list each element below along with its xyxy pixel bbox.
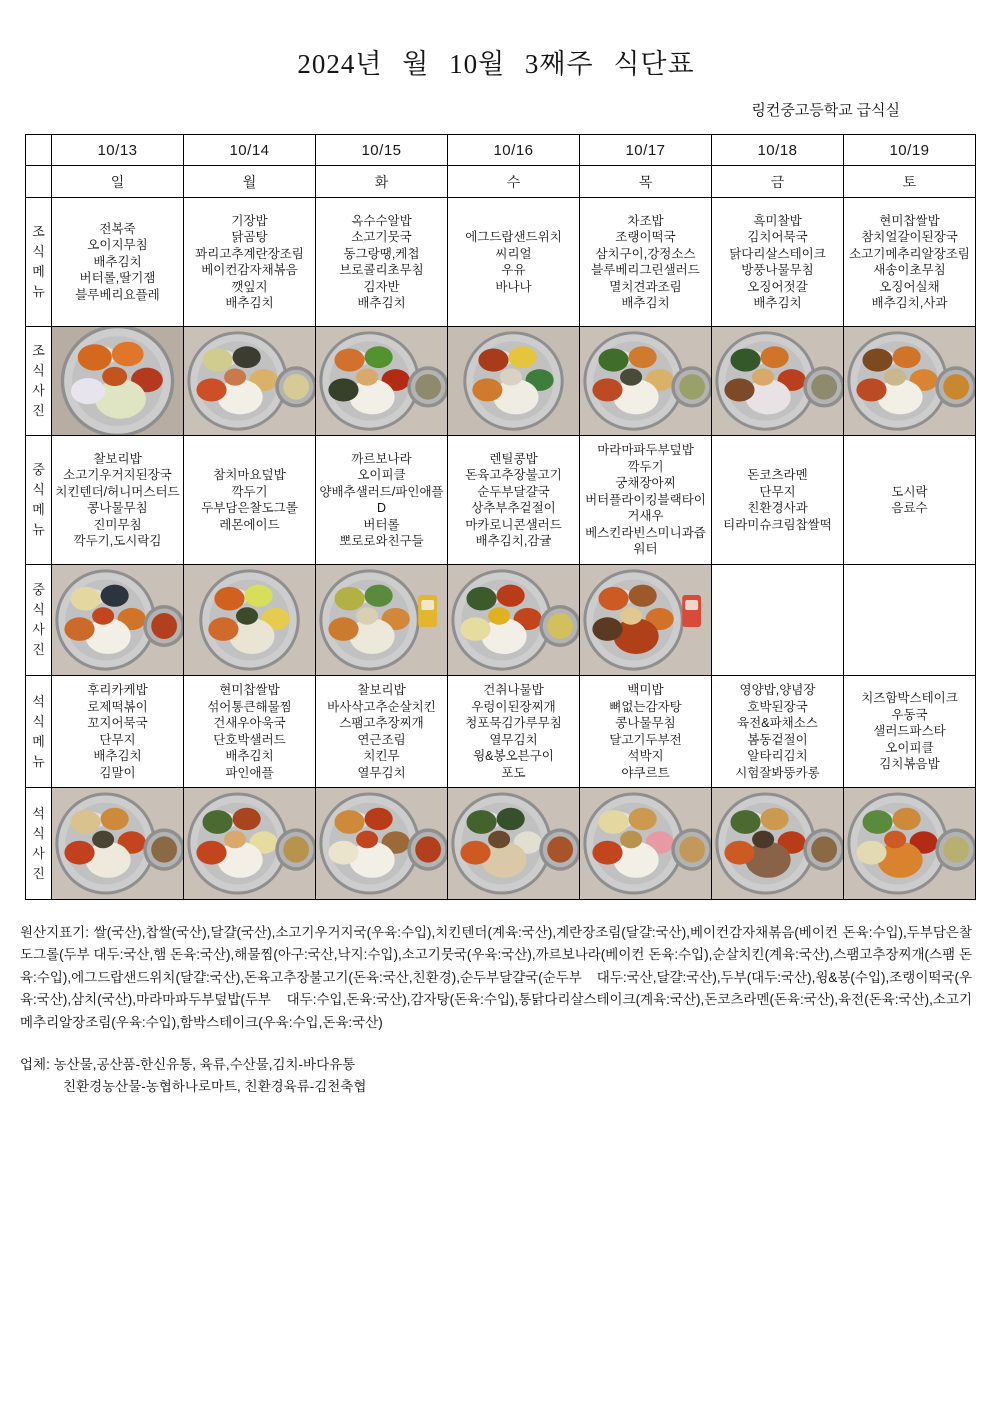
lunch-menu-cell-5 [712,436,844,565]
menu-item: 티라미슈크림찹쌀떡 [723,517,832,532]
menu-item: 씨리얼 [495,246,532,261]
breakfast-photo-cell-6 [844,327,976,436]
menu-item: 까르보나라 [351,451,412,466]
row-label-text: 조 식 사 진 [32,343,45,418]
menu-item: 오이피클 [885,740,934,755]
row-label-text: 석 식 사 진 [32,805,45,881]
menu-item: 찰보리밥 [93,451,142,466]
menu-item: 연근조림 [357,732,406,747]
menu-item: 참치얼갈이된장국 [861,230,958,244]
menu-item: 콩나물무침 [615,716,676,730]
menu-list [52,436,183,564]
menu-item: 도시락 [891,484,928,499]
menu-item: 참치마요덮밥 [213,468,286,482]
menu-list [712,198,843,326]
menu-item: 친환경사과 [747,501,808,515]
menu-item: 육전&파채소스 [737,716,818,730]
menu-list [580,198,711,326]
lunch-menu-cell-0 [52,436,184,565]
menu-item: 깍두기 [231,484,268,499]
dinner-menu-cell-1 [184,676,316,788]
menu-item: 깍두기,도시락김 [73,534,162,548]
breakfast-photo-cell-2 [316,327,448,436]
menu-item: 꼬지어묵국 [87,716,148,730]
menu-item: 찰보리밥 [357,683,406,697]
menu-item: 호박된장국 [747,699,808,714]
dinner-menu-cell-0 [52,676,184,788]
menu-item: 건취나물밥 [483,683,544,697]
vendors [20,1054,972,1099]
menu-list [712,436,843,564]
menu-item: 봄동겉절이 [747,732,808,747]
menu-item: 배추김치 [225,749,274,763]
menu-item: 닭다리살스테이크 [729,246,826,261]
dinner-menu-cell-3 [448,676,580,788]
menu-item: 바나나 [495,279,532,294]
menu-list [316,198,447,326]
menu-item: 뼈없는감자탕 [609,699,682,714]
menu-item: 배추김치 [357,296,406,310]
weekday-cell-2: 화 [316,166,448,198]
dinner-photo-cell-1 [184,788,316,900]
menu-item: 블루베리요플레 [75,287,160,302]
menu-list [844,676,975,787]
row-label-text: 중 식 사 진 [32,582,45,657]
menu-item: 순두부달걀국 [477,484,550,499]
menu-item: 열무김치 [489,732,538,747]
menu-item: 우렁이된장찌개 [471,699,556,714]
menu-item: 오이피클 [357,468,406,482]
menu-item: 렌틸콩밥 [489,451,538,466]
meal-photo [580,788,711,899]
dinner-menu-cell-5 [712,676,844,788]
vendor-line-2: 친환경농산물-농협하나로마트, 친환경육류-김천축협 [63,1079,367,1095]
menu-item: 오징어실채 [879,279,940,294]
menu-item: 포도 [501,765,526,780]
row-label-dinner-menu [26,676,52,788]
meal-photo [448,788,579,899]
lunch-photo-cell-6 [844,565,976,676]
menu-item: 뽀로로와친구들 [339,534,424,548]
menu-list [184,436,315,564]
dinner-photo-cell-4 [580,788,712,900]
row-label-text: 석 식 메 뉴 [32,693,45,769]
meal-photo [844,327,975,435]
date-cell-0: 10/13 [52,135,184,166]
menu-list [448,436,579,564]
weekday-cell-6: 토 [844,166,976,198]
breakfast-menu-cell-2 [316,198,448,327]
menu-item: 치킨텐더/허니머스터드 [55,484,180,499]
date-cell-4: 10/17 [580,135,712,166]
breakfast-photo-cell-3 [448,327,580,436]
menu-item: 베스킨라빈스미니과즙워터 [585,525,706,557]
menu-item: 후리카케밥 [87,683,148,697]
menu-list [52,676,183,787]
lunch-photo-cell-2 [316,565,448,676]
menu-item: 동그랑땡,케첩 [343,246,420,261]
lunch-menu-cell-2 [316,436,448,565]
menu-list [448,198,579,326]
menu-item: 소고기우거지된장국 [63,468,172,482]
menu-list [316,676,447,787]
menu-list [184,676,315,787]
menu-list [580,676,711,787]
breakfast-menu-cell-4 [580,198,712,327]
lunch-photo-cell-0 [52,565,184,676]
menu-item: 차조밥 [627,213,664,228]
dinner-photo-cell-0 [52,788,184,900]
menu-item: 배추김치 [621,296,670,310]
meal-photo [52,788,183,899]
dinner-photo-cell-3 [448,788,580,900]
breakfast-menu-cell-0 [52,198,184,327]
breakfast-photo-cell-1 [184,327,316,436]
lunch-menu-cell-3 [448,436,580,565]
menu-item: 김자반 [363,279,400,294]
meal-photo [316,788,447,899]
menu-item: 김치어묵국 [747,230,808,244]
menu-item: 백미밥 [627,683,664,697]
menu-item: 양배추샐러드/파인애플D [319,484,444,515]
menu-item: 현미찹쌀밥 [879,213,940,228]
corner-cell [26,166,52,198]
school-name: 링컨중고등학교 급식실 [751,103,900,119]
weekday-cell-0: 일 [52,166,184,198]
menu-item: 건새우아욱국 [213,716,286,730]
menu-item: 윙&봉오븐구이 [473,749,554,763]
date-cell-3: 10/16 [448,135,580,166]
row-label-dinner-photo [26,788,52,900]
date-cell-5: 10/18 [712,135,844,166]
menu-item: 오이지무침 [87,238,148,253]
menu-item: 상추부추겉절이 [471,501,556,515]
dinner-menu-cell-4 [580,676,712,788]
meal-photo [580,327,711,435]
meal-photo [712,788,843,899]
menu-item: 로제떡볶이 [87,699,148,714]
menu-item: 파인애플 [225,765,274,780]
weekday-cell-4: 목 [580,166,712,198]
date-cell-6: 10/19 [844,135,976,166]
lunch-menu-cell-1 [184,436,316,565]
menu-item: 청포묵김가루무침 [465,716,562,730]
meal-photo [184,565,315,675]
menu-list [448,676,579,787]
weekday-cell-1: 월 [184,166,316,198]
page-title: 2024년 월 10월 3째주 식단표 [297,49,695,79]
lunch-menu-cell-4 [580,436,712,565]
menu-item: 흑미찰밥 [753,213,802,228]
menu-item: 알타리김치 [747,749,808,763]
origin-of-ingredients: 원산지표기: 쌀(국산),찹쌀(국산),달걀(국산),소고기우거지국(우육:수입),치킨텐더(계육:국산),계란장조림(달걀:국산),베이컨감자채볶음(베이컨 돈육:수입),두부담은찰도그롤(두부 대두:국산,햄 돈육:국산),해물찜(아구:국산,낙지:수입),소고기뭇국(우육:국산),까르보나라(베이컨 돈육:수입),순살치킨(계육:국산),스팸고추장찌개(스팸 돈육:수입),에그드랍샌드위치(달걀:국산),돈육고추장불고기(돈육:국산,친환경),순두부달걀국(순두부 대두:국산,달걀:국산),두부(대두:국산),윙&봉(수입),조랭이떡국(우육:국산),삼치(국산),마라마파두부덮밥(두부 대두:수입,돈육:국산),감자탕(돈육:수입),통닭다리살스테이크(계육:국산),돈코츠라멘(돈육:국산),육전(돈육:국산),소고기메추리알장조림(우육:수입),함박스테이크(우육:수입,돈육:국산) [20,925,972,1030]
footer [20,922,972,1099]
breakfast-photo-cell-5 [712,327,844,436]
menu-list [184,198,315,326]
vendor-line-1: 업체: 농산물,공산품-한신유통, 육류,수산물,김치-바다유통 [20,1057,356,1073]
dinner-menu-cell-6 [844,676,976,788]
menu-item: 우유 [501,263,526,277]
menu-item: 달고기두부전 [609,732,682,747]
breakfast-menu-cell-3 [448,198,580,327]
row-label-breakfast-menu [26,198,52,327]
meal-photo [316,565,447,675]
meal-table-wrap [25,134,977,900]
dinner-photo-cell-6 [844,788,976,900]
menu-list [580,436,711,564]
menu-item: 배추김치 [225,296,274,310]
menu-item: 김말이 [99,765,136,780]
menu-item: 배추김치 [93,254,142,269]
menu-list [316,436,447,564]
menu-item: 배추김치,감귤 [475,534,552,548]
menu-item: 콩나물무침 [87,501,148,515]
menu-item: 깍두기 [627,459,664,474]
menu-item: 진미무침 [93,517,142,532]
menu-item: 새송이초무침 [873,263,946,277]
menu-item: 열무김치 [357,765,406,780]
menu-item: 꽈리고추계란장조림 [195,246,304,261]
date-cell-1: 10/14 [184,135,316,166]
menu-item: 단호박샐러드 [213,732,286,747]
menu-list [712,676,843,787]
menu-item: 삼치구이,강정소스 [595,246,696,261]
menu-item: 배추김치,사과 [871,296,948,310]
menu-item: 멸치견과조림 [609,279,682,294]
menu-item: 레몬에이드 [219,517,280,532]
menu-item: 에그드랍샌드위치 [465,230,562,244]
menu-list [52,198,183,326]
menu-item: 배추김치 [753,296,802,310]
date-cell-2: 10/15 [316,135,448,166]
menu-item: 버터롤,딸기잼 [79,271,156,286]
menu-item: 치킨무 [363,749,400,763]
menu-list [844,198,975,326]
menu-item: 궁채장아찌 [615,476,676,491]
menu-item: 두부담은찰도그롤 [201,501,298,515]
menu-item: 방풍나물무침 [741,263,814,277]
meal-photo [52,327,183,435]
menu-item: 베이컨감자채볶음 [201,263,298,277]
meal-photo [52,565,183,675]
meal-photo [316,327,447,435]
breakfast-menu-cell-1 [184,198,316,327]
menu-list [844,436,975,564]
lunch-photo-cell-3 [448,565,580,676]
menu-item: 돈코츠라멘 [747,468,808,482]
menu-item: 단무지 [99,732,136,747]
row-label-lunch-photo [26,565,52,676]
dinner-menu-cell-2 [316,676,448,788]
lunch-photo-cell-5 [712,565,844,676]
menu-item: 현미찹쌀밥 [219,683,280,697]
menu-item: 블루베리그린샐러드 [591,263,700,277]
row-label-text: 조 식 메 뉴 [32,224,45,299]
menu-item: 치즈함박스테이크 [861,691,958,706]
menu-item: 영양밥,양념장 [739,683,816,697]
menu-item: 소고기뭇국 [351,230,412,244]
breakfast-photo-cell-0 [52,327,184,436]
menu-item: 샐러드파스타 [873,724,946,739]
menu-item: 깻잎지 [231,279,268,294]
menu-item: 스팸고추장찌개 [339,716,424,730]
weekday-cell-3: 수 [448,166,580,198]
dinner-photo-cell-2 [316,788,448,900]
menu-item: 시험잘봐뚱카롱 [735,765,820,780]
breakfast-menu-cell-6 [844,198,976,327]
menu-item: 마라마파두부덮밥 [597,443,694,458]
menu-item: 기장밥 [231,213,268,228]
row-label-text: 중 식 메 뉴 [32,462,45,537]
weekday-cell-5: 금 [712,166,844,198]
menu-item: 야쿠르트 [621,765,670,780]
lunch-menu-cell-6 [844,436,976,565]
menu-item: 버터롤 [363,517,400,532]
meal-photo [448,327,579,435]
meal-table [25,134,976,900]
menu-item: 조랭이떡국 [615,230,676,244]
menu-item: 옥수수알밥 [351,213,412,228]
menu-item: 버터플라이킹블랙타이거새우 [585,492,706,524]
meal-photo [712,327,843,435]
meal-photo [184,327,315,435]
menu-item: 배추김치 [93,749,142,763]
menu-item: 단무지 [759,484,796,499]
meal-photo [844,788,975,899]
dinner-photo-cell-5 [712,788,844,900]
menu-item: 소고기메추리알장조림 [849,246,970,261]
row-label-breakfast-photo [26,327,52,436]
menu-item: 브로콜리초무침 [339,263,424,277]
menu-item: 오징어젓갈 [747,279,808,294]
breakfast-menu-cell-5 [712,198,844,327]
lunch-photo-cell-4 [580,565,712,676]
menu-item: 닭곰탕 [231,230,268,244]
breakfast-photo-cell-4 [580,327,712,436]
menu-item: 우동국 [891,707,928,722]
menu-item: 전복죽 [99,221,136,236]
meal-photo [184,788,315,899]
lunch-photo-cell-1 [184,565,316,676]
meal-photo [448,565,579,675]
meal-photo [580,565,711,675]
corner-cell [26,135,52,166]
menu-item: 돈육고추장불고기 [465,468,562,482]
menu-item: 김치볶음밥 [879,757,940,772]
menu-item: 석박지 [627,749,664,763]
menu-item: 음료수 [891,501,928,515]
menu-item: 섞어통큰해물찜 [207,699,292,714]
row-label-lunch-menu [26,436,52,565]
menu-item: 바사삭고추순살치킨 [327,699,436,714]
menu-item: 마카로니콘샐러드 [465,517,562,532]
